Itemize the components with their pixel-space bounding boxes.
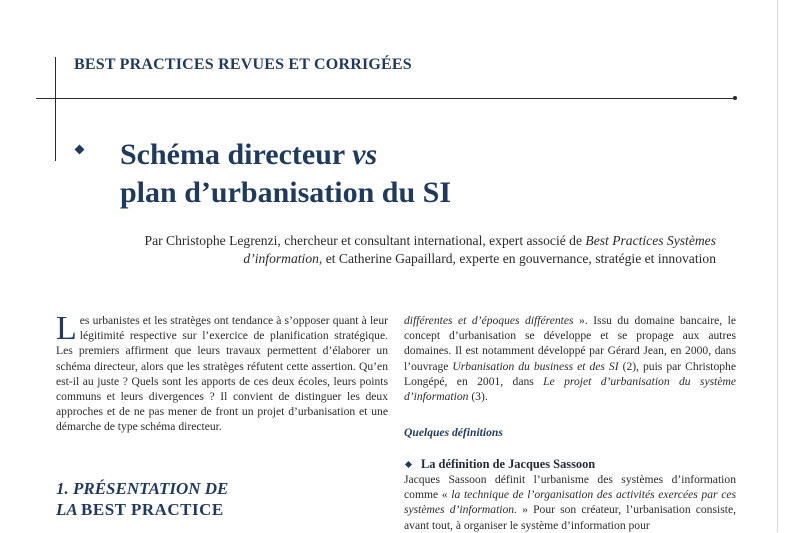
page-edge-line bbox=[777, 0, 778, 532]
bullet-icon bbox=[405, 461, 412, 468]
rule-end-dot bbox=[733, 96, 737, 100]
intro-paragraph: es urbanistes et les stratèges ont tendance à s’opposer quant à leur légitimité respective sur l’exercice de planification stratégique. Les premiers affirment que leurs travaux permettent d’élaborer un schéma directeur, alors que les stratèges réfutent cette assertion. Qu’en est-il au juste ? Quels sont les apports de ces deux écoles, leurs points communs et leurs divergences ? Il convient de distinguer les deux approches et de ne pas mener de front un projet d’urbanisation et une démarche de type schéma directeur. bbox=[56, 314, 388, 434]
byline: Par Christophe Legrenzi, chercheur et consultant international, expert associé de Best Practices Systèmes d’information, et Catherine Gapaillard, experte en gouvernance, stratégie et innovation bbox=[144, 233, 716, 266]
title-line-1: Schéma directeur vs bbox=[120, 138, 378, 171]
section-header: BEST PRACTICES REVUES ET CORRIGÉES bbox=[74, 56, 412, 73]
drop-cap: L bbox=[56, 310, 77, 347]
section-heading: 1. PRÉSENTATION DE LA BEST PRACTICE bbox=[56, 479, 229, 519]
subheading: Quelques définitions bbox=[404, 426, 503, 439]
title-bullet-icon bbox=[75, 145, 85, 155]
right-column-paragraph: différentes et d’époques différentes ». Issu du domaine bancaire, le concept d’urbanisation se développe et se propage aux autres domaines. Il est notamment développé par Gérard Jean, en 2000, dans l’ouvrage Urbanisation du business et des SI (2), puis par Christophe Longépé, en 2001, dans Le projet d’urbanisation du système d’information (3). bbox=[404, 314, 736, 404]
horizontal-rule bbox=[36, 98, 736, 99]
bullet-heading: La définition de Jacques Sassoon bbox=[404, 457, 595, 472]
left-column bbox=[56, 310, 388, 435]
article-title bbox=[120, 136, 451, 212]
title-line-2: plan d’urbanisation du SI bbox=[120, 176, 451, 209]
vertical-rule bbox=[55, 57, 56, 161]
right-column-paragraph-2: Jacques Sassoon définit l’urbanisme des systèmes d’information comme « la technique de l’organisation des activités exercées par ces systèmes d’information. » Pour son créateur, l’urbanisation consiste, avant tout, à organiser le système d’information pour bbox=[404, 473, 736, 532]
